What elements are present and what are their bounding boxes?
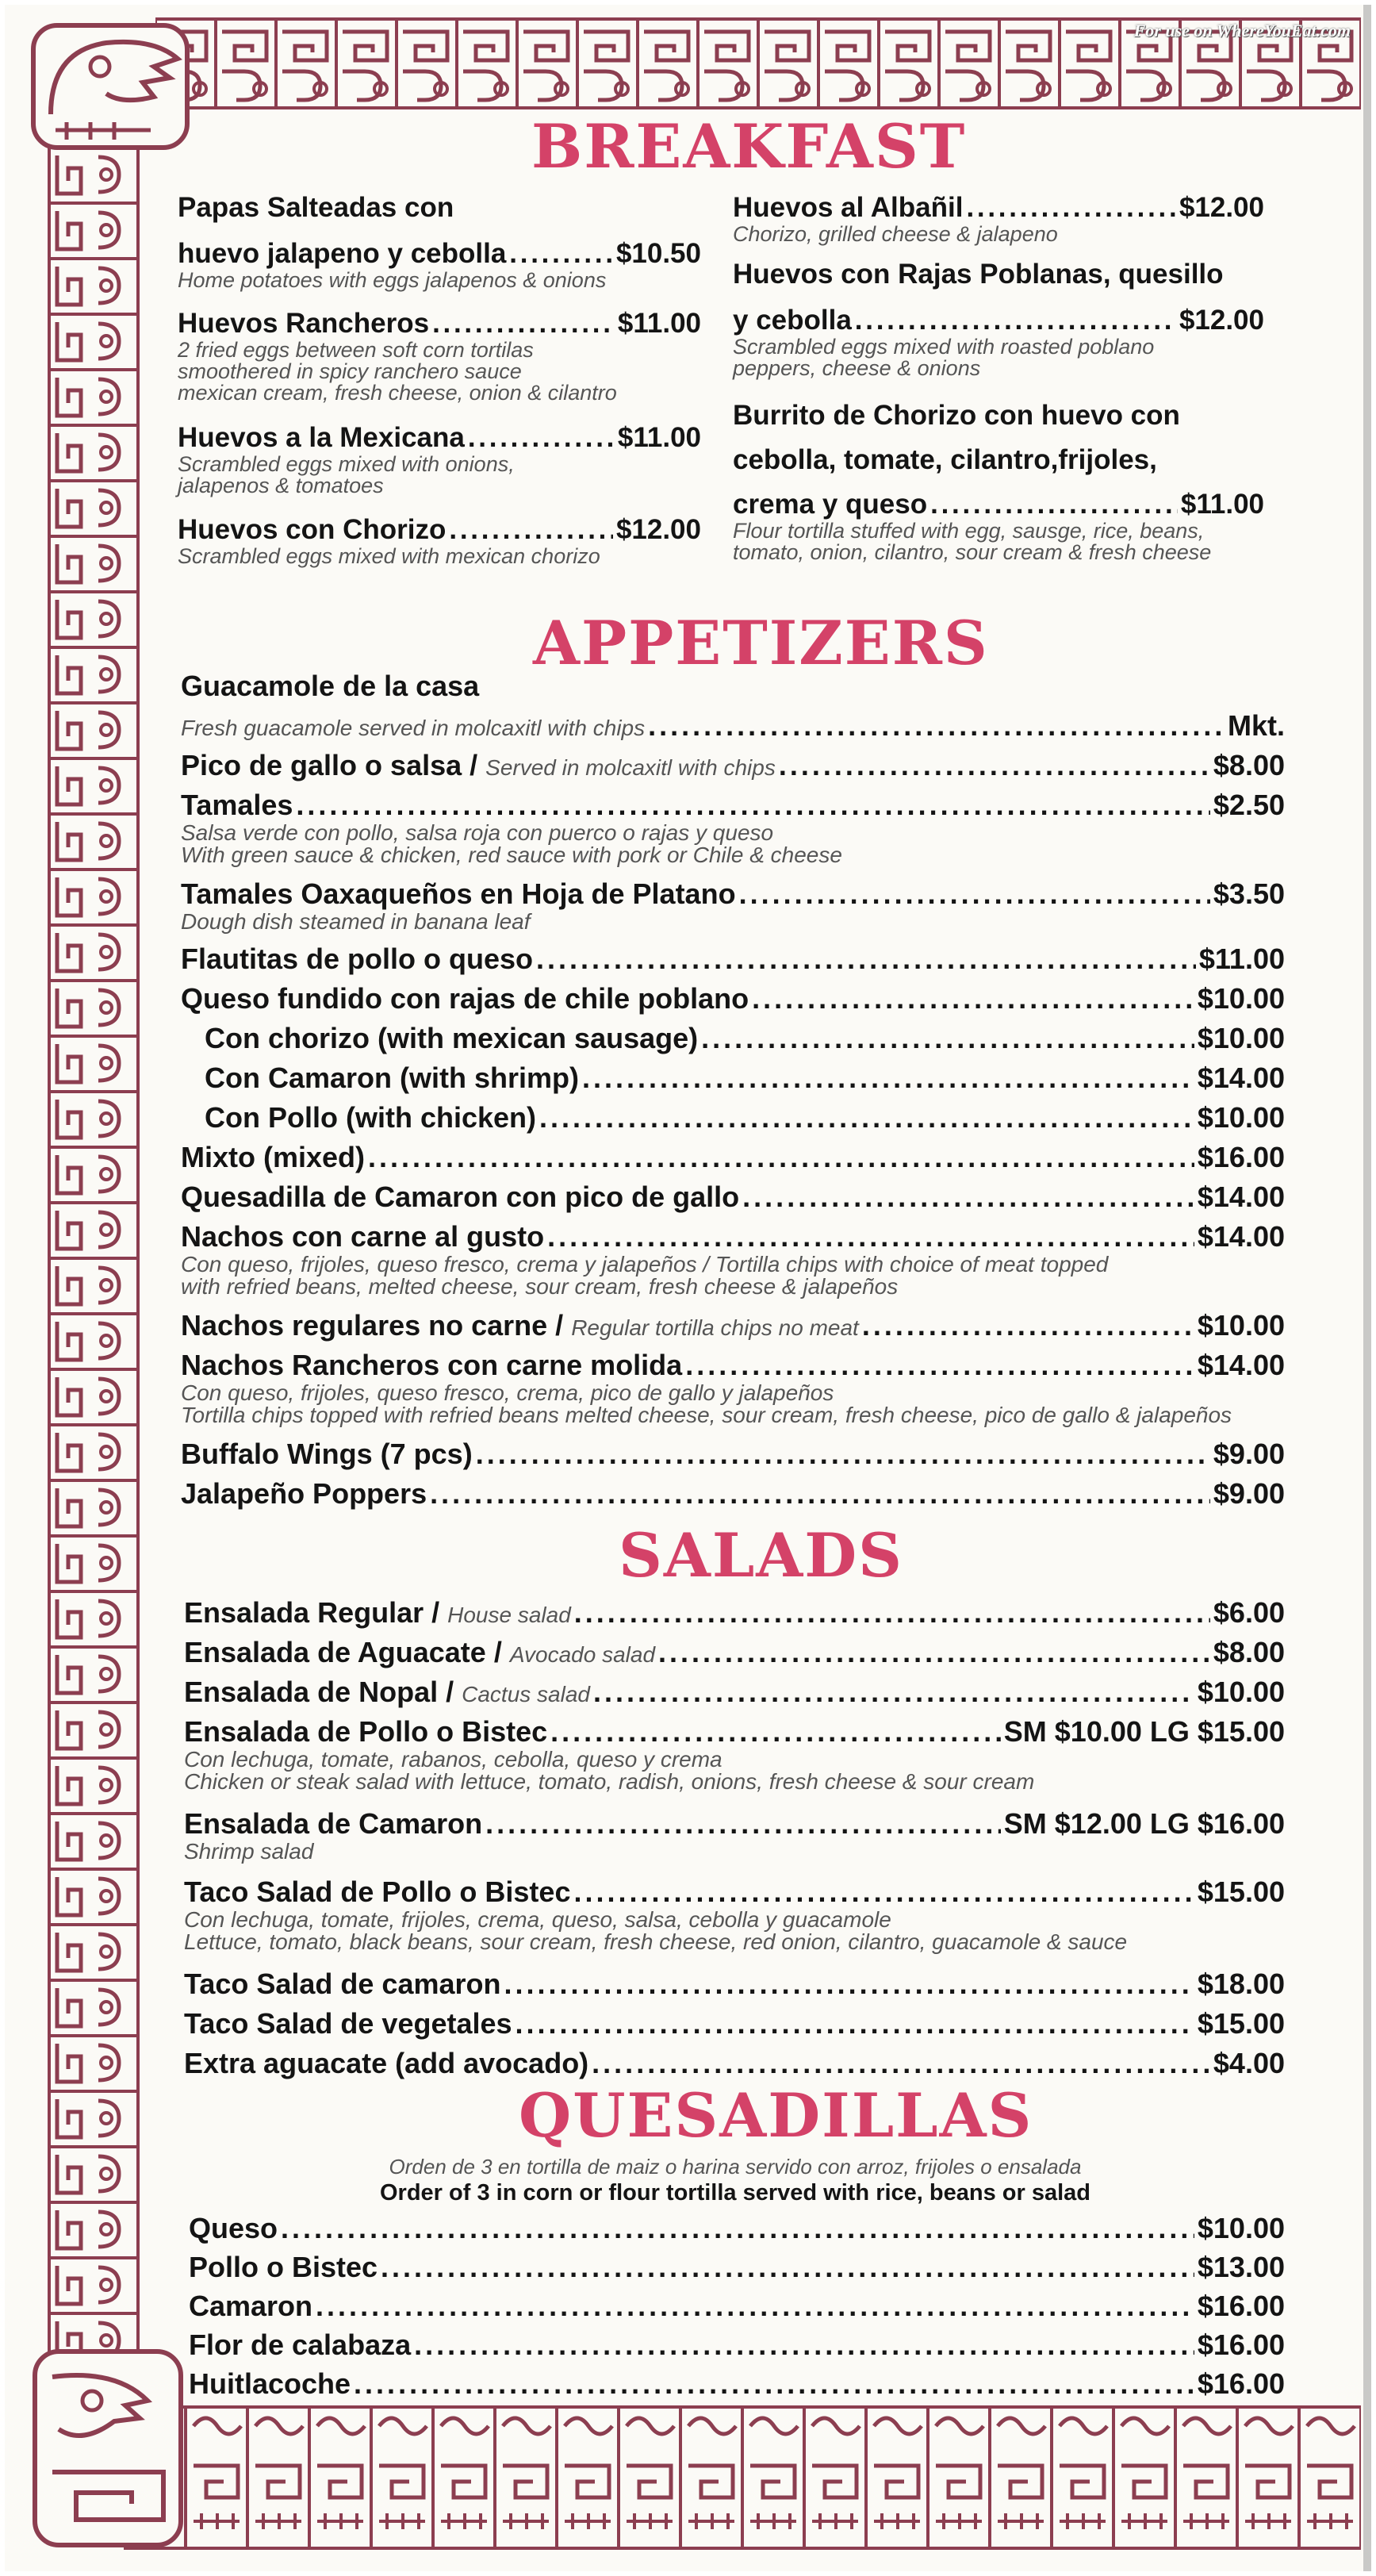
item-price: $11.00 xyxy=(617,308,701,339)
item-price: $11.00 xyxy=(1198,942,1285,975)
item-description: House salad xyxy=(447,1603,571,1627)
item-name: Extra aguacate (add avocado) xyxy=(184,2047,589,2079)
item-name: Huevos a la Mexicana xyxy=(178,422,465,453)
item-description: with refried beans, melted cheese, sour cream, fresh cheese & jalapeños xyxy=(181,1274,899,1299)
item-name: Nachos con carne al gusto xyxy=(181,1220,545,1253)
item-name: Ensalada de Aguacate / xyxy=(184,1636,502,1668)
item-name: Pollo o Bistec xyxy=(189,2251,378,2283)
watermark-credit: For use on WhereYouEat.com xyxy=(1133,21,1351,40)
item-price: $3.50 xyxy=(1213,877,1285,910)
item-name: Ensalada de Nopal / xyxy=(184,1676,454,1708)
item-price: $10.00 xyxy=(1197,982,1285,1015)
item-description: Chorizo, grilled cheese & jalapeno xyxy=(733,222,1058,246)
item-price: $10.00 xyxy=(1197,1309,1285,1342)
item-name: Ensalada Regular / xyxy=(184,1596,440,1629)
menu-item xyxy=(189,2367,1285,2406)
item-name: Tamales xyxy=(181,789,293,821)
menu-item xyxy=(184,1807,1285,1875)
menu-item xyxy=(184,1596,1285,1636)
item-name: huevo jalapeno y cebolla xyxy=(178,238,507,269)
item-price: $10.50 xyxy=(615,238,701,269)
menu-item xyxy=(184,1875,1285,1968)
menu-item xyxy=(181,1349,1285,1438)
item-name: Nachos regulares no carne / xyxy=(181,1309,564,1342)
item-description: Con queso, frijoles, queso fresco, crema y jalapeños / Tortilla chips with choice of meat topped xyxy=(181,1252,1109,1276)
item-description: Regular tortilla chips no meat xyxy=(571,1315,859,1340)
menu-item xyxy=(181,1309,1285,1349)
item-price: $9.00 xyxy=(1213,1438,1285,1470)
item-price: $12.00 xyxy=(615,514,701,545)
menu-item xyxy=(181,670,1285,709)
menu-item xyxy=(733,259,1264,305)
item-description: Fresh guacamole served in molcaxitl with chips xyxy=(181,716,646,740)
item-price: $12.00 xyxy=(1179,305,1264,336)
appetizers-list xyxy=(181,670,1285,1517)
item-price: $14.00 xyxy=(1197,1061,1285,1094)
menu-item xyxy=(189,2212,1285,2251)
item-price: Mkt. xyxy=(1228,709,1285,742)
item-price: $8.00 xyxy=(1213,1636,1285,1668)
item-name: Burrito de Chorizo con huevo con xyxy=(733,400,1180,431)
item-description: Lettuce, tomato, black beans, sour cream, fresh cheese, red onion, cilantro, guacamole & sauce xyxy=(184,1929,1128,1954)
item-price: SM $12.00 LG $16.00 xyxy=(1003,1807,1285,1840)
item-description: Con lechuga, tomate, frijoles, crema, queso, salsa, cebolla y guacamole xyxy=(184,1907,891,1932)
menu-item xyxy=(189,2251,1285,2290)
menu-item xyxy=(181,1220,1285,1309)
item-name: Pico de gallo o salsa / xyxy=(181,749,478,781)
item-name: Camaron xyxy=(189,2290,313,2322)
left-border-ornament xyxy=(46,148,141,2393)
item-price: $16.00 xyxy=(1197,2328,1285,2361)
item-description: mexican cream, fresh cheese, onion & cilantro xyxy=(178,381,617,405)
menu-item xyxy=(181,982,1285,1022)
item-description: Flour tortilla stuffed with egg, sausge, rice, beans, xyxy=(733,519,1205,543)
item-price: $6.00 xyxy=(1213,1596,1285,1629)
bottom-border-ornament xyxy=(124,2402,1361,2553)
item-price: $12.00 xyxy=(1179,192,1264,223)
menu-item xyxy=(733,489,1264,563)
item-price: $14.00 xyxy=(1197,1181,1285,1213)
item-price: $11.00 xyxy=(617,422,701,453)
menu-item xyxy=(189,2290,1285,2328)
item-name: Con Pollo (with chicken) xyxy=(205,1101,537,1134)
salads-title: SALADS xyxy=(619,1520,904,1591)
breakfast-title: BREAKFAST xyxy=(531,111,967,182)
item-price: $16.00 xyxy=(1197,2367,1285,2400)
item-name: Taco Salad de vegetales xyxy=(184,2007,512,2040)
item-price: $13.00 xyxy=(1197,2251,1285,2283)
item-name: Huevos con Rajas Poblanas, quesillo xyxy=(733,259,1224,290)
menu-item xyxy=(178,192,701,238)
quesadillas-list xyxy=(189,2212,1285,2406)
item-name: Ensalada de Camaron xyxy=(184,1807,483,1840)
item-name: Huevos al Albañil xyxy=(733,192,964,223)
item-name: Taco Salad de Pollo o Bistec xyxy=(184,1875,571,1908)
item-name: Ensalada de Pollo o Bistec xyxy=(184,1715,548,1748)
quesadillas-subtitle-es: Orden de 3 en tortilla de maiz o harina servido con arroz, frijoles o ensalada xyxy=(389,2155,1082,2179)
item-price: $14.00 xyxy=(1197,1220,1285,1253)
item-name: Queso xyxy=(189,2212,278,2244)
item-name: Huevos Rancheros xyxy=(178,308,430,339)
menu-item xyxy=(178,308,701,422)
menu-item xyxy=(184,1636,1285,1676)
breakfast-right-column xyxy=(733,192,1264,563)
menu-item xyxy=(181,1061,1285,1101)
item-description: With green sauce & chicken, red sauce with pork or Chile & cheese xyxy=(181,843,842,867)
item-description: Scrambled eggs mixed with onions, xyxy=(178,452,515,476)
item-price: $14.00 xyxy=(1197,1349,1285,1381)
menu-item xyxy=(181,1101,1285,1141)
item-name: Buffalo Wings (7 pcs) xyxy=(181,1438,473,1470)
item-price: $16.00 xyxy=(1197,2290,1285,2322)
serpent-head-ornament xyxy=(27,19,194,154)
item-price: $15.00 xyxy=(1197,2007,1285,2040)
menu-item xyxy=(189,2328,1285,2367)
serpent-tail-ornament xyxy=(29,2345,187,2551)
item-price: $16.00 xyxy=(1197,1141,1285,1173)
item-name: Flautitas de pollo o queso xyxy=(181,942,534,975)
menu-item xyxy=(178,422,701,514)
menu-item xyxy=(181,1022,1285,1061)
item-description: Salsa verde con pollo, salsa roja con puerco o rajas y queso xyxy=(181,820,774,845)
item-description: Dough dish steamed in banana leaf xyxy=(181,909,531,934)
item-price: $11.00 xyxy=(1180,489,1264,520)
menu-item xyxy=(733,400,1264,444)
item-price: $9.00 xyxy=(1213,1477,1285,1510)
item-name: Mixto (mixed) xyxy=(181,1141,366,1173)
salads-list xyxy=(184,1596,1285,2087)
item-price: $10.00 xyxy=(1197,1676,1285,1708)
item-description: tomato, onion, cilantro, sour cream & fresh cheese xyxy=(733,540,1212,564)
item-description: Served in molcaxitl with chips xyxy=(485,755,776,780)
menu-item xyxy=(181,789,1285,877)
item-description: smoothered in spicy ranchero sauce xyxy=(178,359,522,383)
item-price: $15.00 xyxy=(1197,1875,1285,1908)
item-description: Shrimp salad xyxy=(184,1839,314,1864)
menu-item xyxy=(184,1715,1285,1807)
menu-item xyxy=(181,709,1285,749)
item-name: crema y queso xyxy=(733,489,928,520)
item-name: Quesadilla de Camaron con pico de gallo xyxy=(181,1181,740,1213)
menu-item xyxy=(733,305,1264,400)
menu-page xyxy=(5,5,1371,2571)
item-description: peppers, cheese & onions xyxy=(733,356,981,380)
menu-item xyxy=(181,877,1285,942)
item-name: Flor de calabaza xyxy=(189,2328,412,2361)
item-description: Home potatoes with eggs jalapenos & onions xyxy=(178,268,607,292)
menu-item xyxy=(184,1676,1285,1715)
menu-item xyxy=(184,1968,1285,2007)
item-name: y cebolla xyxy=(733,305,852,336)
item-price: $10.00 xyxy=(1197,1101,1285,1134)
item-name: Taco Salad de camaron xyxy=(184,1968,501,2000)
item-price: $10.00 xyxy=(1197,2212,1285,2244)
quesadillas-title: QUESADILLAS xyxy=(519,2080,1033,2151)
item-description: Cactus salad xyxy=(462,1682,590,1706)
menu-item xyxy=(178,514,701,567)
item-name: Guacamole de la casa xyxy=(181,670,480,702)
menu-item xyxy=(733,192,1264,259)
item-price: $2.50 xyxy=(1213,789,1285,821)
item-price: $8.00 xyxy=(1213,749,1285,781)
menu-item xyxy=(181,1141,1285,1181)
item-name: Jalapeño Poppers xyxy=(181,1477,427,1510)
menu-item xyxy=(178,238,701,308)
item-name: Queso fundido con rajas de chile poblano xyxy=(181,982,749,1015)
item-description: Con lechuga, tomate, rabanos, cebolla, queso y crema xyxy=(184,1747,722,1772)
menu-item xyxy=(181,1438,1285,1477)
item-description: Con queso, frijoles, queso fresco, crema, pico de gallo y jalapeños xyxy=(181,1380,834,1405)
menu-item xyxy=(733,444,1264,489)
item-name: Tamales Oaxaqueños en Hoja de Platano xyxy=(181,877,736,910)
item-name: Nachos Rancheros con carne molida xyxy=(181,1349,683,1381)
item-description: Avocado salad xyxy=(509,1642,656,1667)
menu-item xyxy=(184,2007,1285,2047)
item-description: jalapenos & tomatoes xyxy=(178,474,384,497)
item-description: Scrambled eggs mixed with roasted poblano xyxy=(733,335,1155,359)
item-price: $4.00 xyxy=(1213,2047,1285,2079)
item-name: Con Camaron (with shrimp) xyxy=(205,1061,580,1094)
item-description: Scrambled eggs mixed with mexican chorizo xyxy=(178,544,600,568)
item-price: $10.00 xyxy=(1197,1022,1285,1054)
item-price: $18.00 xyxy=(1197,1968,1285,2000)
breakfast-left-column xyxy=(178,192,701,567)
item-name: Papas Salteadas con xyxy=(178,192,454,223)
menu-item xyxy=(181,749,1285,789)
item-name: Con chorizo (with mexican sausage) xyxy=(205,1022,699,1054)
quesadillas-subtitle-en: Order of 3 in corn or flour tortilla served with rice, beans or salad xyxy=(380,2180,1090,2206)
item-name: Huitlacoche xyxy=(189,2367,351,2400)
item-name: Huevos con Chorizo xyxy=(178,514,447,545)
item-name: cebolla, tomate, cilantro,frijoles, xyxy=(733,444,1157,475)
appetizers-title: APPETIZERS xyxy=(533,608,989,678)
item-description: Tortilla chips topped with refried beans melted cheese, sour cream, fresh cheese, pico de gallo & jalapeños xyxy=(181,1403,1232,1427)
menu-item xyxy=(181,942,1285,982)
item-description: Chicken or steak salad with lettuce, tomato, radish, onions, fresh cheese & sour cream xyxy=(184,1769,1035,1794)
menu-item xyxy=(181,1181,1285,1220)
item-description: 2 fried eggs between soft corn tortilas xyxy=(178,338,534,362)
item-price: SM $10.00 LG $15.00 xyxy=(1003,1715,1285,1748)
menu-item xyxy=(181,1477,1285,1517)
